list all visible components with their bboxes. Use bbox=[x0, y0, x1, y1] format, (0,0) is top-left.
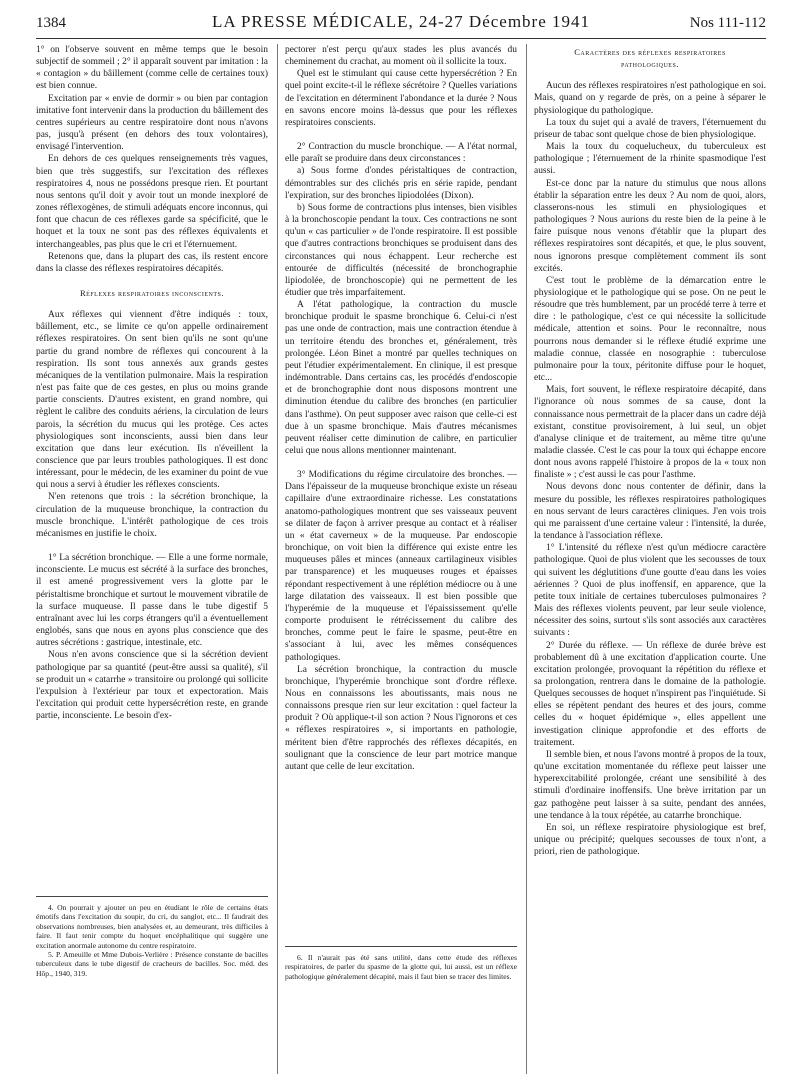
paragraph: En soi, un réflexe respiratoire physiologique est bref, unique ou précipité; quelques secousses de toux n'ont, a priori, rien de pathologique. bbox=[534, 822, 766, 858]
issue-numbers: Nos 111-112 bbox=[689, 15, 766, 31]
paragraph: A l'état pathologique, la contraction du muscle bronchique produit le spasme bronchique 6. Celui-ci n'est pas une onde de contraction, mais une contraction étendue à un territoire étendu des bronches et, généralement, très prolongée. Léon Binet a montré par quelles techniques on peut l'étudier expérimentalement. En clinique, il est presque indémontrable. Dans certains cas, les procédés d'endoscopie et de bronchographie dont nous disposons montrent une diminution étendue du calibre des bronches (en particulier dans l'asthme). On peut supposer avec raison que celle-ci est due à un spasme bronchique. Mais d'autres mécanismes peuvent réaliser cette diminution de calibre, en particulier celui que nous allons mentionner maintenant. bbox=[285, 300, 517, 456]
column-divider bbox=[526, 44, 527, 1074]
section-heading-line: Caractères des réflexes respiratoires bbox=[574, 47, 726, 57]
paragraph: Nous devons donc nous contenter de définir, dans la mesure du possible, les réflexes respiratoires pathologiques en nous servant de leurs caractères cliniques. J'en vois trois qui me paraissent d'une certaine valeur : l'intensité, la durée, la tendance à l'association réflexe. bbox=[534, 482, 766, 542]
paragraph: 3° Modifications du régime circulatoire des bronches. — Dans l'épaisseur de la muqueuse bronchique existe un réseau capillaire d'une extraordinaire richesse. Les constatations anatomo-pathologiques montrent que ses vaisseaux peuvent se dilater de façon à arriver presque au contact et à réaliser un « état caverneux » de la muqueuse. Par endoscopie bronchique, on voit bien la différence qui existe entre les muqueuses pâles et minces (anneaux cartilagineux visibles par transparence) et les muqueuses rouges et épaisses répondant respectivement à une réplétion médiocre ou à une large dilatation des vaisseaux. Il est bien possible que l'hyperémie de la muqueuse et l'épaississement qu'elle comporte produisent le rétrécissement du calibre des bronches, comme peut le faire le spasme, peut-être en s'associant à lui, avec les mêmes conséquences pathologiques. bbox=[285, 470, 517, 663]
column-divider bbox=[277, 44, 278, 1074]
page-number: 1384 bbox=[36, 15, 66, 31]
footnote: 4. On pourrait y ajouter un peu en étudiant le rôle de certains états émotifs dans l'excitation du soupir, du cri, du sanglot, etc... Il faudrait des observations nombreuses, bien analysées et, au demeurant, très difficiles à faire. Il faut tenir compte du hoquet encéphalitique qui suggère une excitation anormale autonome du centre respiratoire. bbox=[36, 903, 268, 950]
header-rule bbox=[36, 38, 766, 39]
paragraph: C'est tout le problème de la démarcation entre le physiologique et le pathologique qui se pose. On ne peut le résoudre que très humblement, par un procédé terre à terre et dire : le pathologique, c'est ce qui nécessite la sollicitude médicale, attention et soins. Pour le reconnaître, nous pourrons nous demander si le réflexe étudié exprime une maladie connue, classée en nosographie : tuberculose pulmonaire pour la toux, péritonite diffuse pour le hoquet, etc... bbox=[534, 275, 766, 384]
paragraph: N'en retenons que trois : la sécrétion bronchique, la circulation de la muqueuse bronchique, la contraction du muscle bronchique. L'intérêt pathologique de ces trois mécanismes en justifie le choix. bbox=[36, 492, 268, 539]
section-heading bbox=[534, 46, 766, 70]
footnotes bbox=[36, 886, 268, 978]
section-heading-line: pathologiques. bbox=[621, 59, 679, 70]
paragraph: La toux du sujet qui a avalé de travers, l'éternuement du priseur de tabac sont quelque chose de bien physiologique. bbox=[534, 117, 766, 140]
footnote-rule bbox=[36, 896, 268, 897]
paragraph: Aucun des réflexes respiratoires n'est pathologique en soi. Mais, quand on y regarde de près, on a peine à séparer le physiologique du pathologique. bbox=[534, 81, 766, 116]
section-heading: Réflexes respiratoires inconscients. bbox=[79, 287, 225, 298]
paragraph: Retenons que, dans la plupart des cas, ils restent encore dans la classe des réflexes respiratoires décapités. bbox=[36, 251, 268, 274]
paragraph: Aux réflexes qui viennent d'être indiqués : toux, bâillement, etc., se limite ce qu'on appelle ordinairement réflexes respiratoires. On sent bien qu'ils ne sont qu'une partie du grand nombre de réflexes qui concourent à la respiration. Ils sont tous annexés aux grands gestes mécaniques de la ventilation pulmonaire. Mais la respiration n'est pas faite que de ces gestes, en plus ou moins grande partie conscients. D'autres existent, en grand nombre, qui règlent le calibre des conduits aériens, la circulation de leurs parois, la sécrétion du mucus qui les protège. Ces actes physiologiques sont inconscients, aussi bien dans leur excitation que dans leur exécution. Ils n'éveillent la conscience que par leurs troubles pathologiques. Il est donc intéressant, pour le médecin, de les examiner du point de vue qui nous a servi à étudier les réflexes conscients. bbox=[36, 310, 268, 491]
paragraph: Est-ce donc par la nature du stimulus que nous allons établir la séparation entre les deux ? Au nom de quoi, alors, classerons-nous les stimuli en physiologiques et pathologiques ? Nous aurions du reste bien de la peine à le faire puisque nous venons d'établir que la plupart des réflexes respiratoires sont décapités, et que, le plus souvent, nous ignorons presque complètement comment ils sont excités. bbox=[534, 178, 766, 274]
paragraph: Il semble bien, et nous l'avons montré à propos de la toux, qu'une excitation momentanée du réflexe peut laisser une hyperexcitabilité prolongée, créant une sensibilité à des stimuli d'ordinaire inoffensifs. Une brève irritation par un gaz pathogène peut laisser à sa suite, pendant des années, une tendance à la toux répétée, au catarrhe bronchique. bbox=[534, 749, 766, 821]
footnotes bbox=[285, 936, 517, 981]
paragraph: Mais la toux du coqueluchеux, du tuberculeux est pathologique ; l'éternuement de la rhinite spasmodique l'est aussi. bbox=[534, 142, 766, 177]
paragraph: Quel est le stimulant qui cause cette hypersécrétion ? En quel point excite-t-il le réflexe sécrétoire ? Quelles variations de l'excitation en déterminent l'abondance et la durée ? Nous en savons encore moins là-dessus que pour les réflexes respiratoires conscients. bbox=[285, 69, 517, 128]
column-2 bbox=[285, 44, 517, 981]
journal-title-line bbox=[36, 12, 766, 32]
paragraph: b) Sous forme de contractions plus intenses, bien visibles à la bronchoscopie pendant la toux. Ces contractions ne sont qu'un « cas particulier » de l'onde respiratoire. Il est possible que d'autres contractions bronchiques se produisent dans des circonstances qui nous échappent. Leur recherche est entourée de difficultés (nécessité de bronchographie lipiodolée, de bronchoscopie) qui ne permettent de les étudier que très imparfaitement. bbox=[285, 202, 517, 298]
paragraph: 2° Contraction du muscle bronchique. — A l'état normal, elle paraît se produire dans deux circonstances : bbox=[285, 142, 517, 165]
footnote-rule bbox=[285, 946, 517, 947]
footnote: 6. Il n'aurait pas été sans utilité, dans cette étude des réflexes respiratoires, de parler du spasme de la glotte qui, lui aussi, est un réflexe pathologique généralement décapité, mais il faut bien se tracer des limites. bbox=[285, 953, 517, 981]
paragraph: La sécrétion bronchique, la contraction du muscle bronchique, l'hyperémie bronchique sont d'ordre réflexe. Nous en connaissons les aboutissants, mais nous ne connaissons presque rien sur leur excitation : quel facteur la produit ? Où applique-t-il son action ? Nous l'ignorons et ces « réflexes respiratoires », si importants en pathologie, méritent bien d'être rapprochés des réflexes décapités, en soulignant que la conscience de leur part motrice manque autant que celle de leur excitation. bbox=[285, 664, 517, 772]
paragraph: pectorer n'est perçu qu'aux stades les plus avancés du cheminement du crachat, au moment où il sollicite la toux. bbox=[285, 45, 517, 68]
paragraph: Nous n'en avons conscience que si la sécrétion devient pathologique par sa quantité (peut-être aussi sa qualité), s'il se produit un « catarrhe » transitoire ou prolongé qui sollicite l'expulsion à l'extérieur par toux et expectoration. Mais l'excitation qui produit cette hypersécrétion reste, en grande partie, inconsciente. Le besoin d'ex- bbox=[36, 650, 268, 722]
paragraph: 1° L'intensité du réflexe n'est qu'un médiocre caractère pathologique. Quoi de plus violent que les secousses de toux qui suivent les déglutitions d'une goutte d'eau dans les voies aériennes ? Quoi de plus inoffensif, en apparence, que la petite toux initiale de certaines tuberculoses pulmonaires ? Mais des réflexes violents peuvent, par leur seule violence, nécessiter des soins, surtout s'ils sont associés aux caractères suivants : bbox=[534, 543, 766, 639]
paragraph: a) Sous forme d'ondes péristaltiques de contraction, démontrables sur des clichés pris en série rapide, pendant l'expiration, sur des bronches lipiodolées (Dixon). bbox=[285, 166, 517, 201]
issue-date: 24-27 Décembre 1941 bbox=[419, 12, 591, 31]
page-header bbox=[36, 12, 766, 36]
column-3 bbox=[534, 44, 766, 858]
paragraph: Excitation par « envie de dormir » ou bien par contagion imitative font intervenir dans la production du bâillement des centres supérieurs au centre respiratoire dont nous n'avons pas, jusqu'à présent (en dehors des toux volontaires), envisagé l'intervention. bbox=[36, 93, 268, 153]
paragraph: Mais, fort souvent, le réflexe respiratoire décapité, dans l'ignorance où nous sommes de sa cause, dont la connaissance nous permettrait de la placer dans un cadre déjà existant, constitue provisoirement, à lui seul, un objet d'analyse clinique et de traitement, au même titre qu'une maladie classée. C'est le cas pour la toux qui échappe encore dont nous avons rappelé l'histoire à propos de la « toux non finaliste » ; c'est aussi le cas pour l'asthme. bbox=[534, 385, 766, 481]
paragraph: En dehors de ces quelques renseignements très vagues, bien que très suggestifs, sur l'excitation des réflexes respiratoires 4, nous ne possédons presque rien. Et pourtant nous sentons qu'il doit y avoir tout un monde inexploré de zones réflexogènes, de stimuli adéquats encore inconnus, qui font que chacun de ces réflexes garde sa spécificité, que le hoquet et la toux ne sont pas des réflexes équivalents et interchangeables, pas plus que le cri et l'éternuement. bbox=[36, 154, 268, 250]
footnote: 5. P. Ameuille et Mme Dubois-Verlière : Présence constante de bacilles tuberculeux dans le tube digestif de cracheurs de bacilles. Soc. méd. des Hôp., 1940, 319. bbox=[36, 950, 268, 978]
paragraph: 2° Durée du réflexe. — Un réflexe de durée brève est probablement dû à une excitation d'application courte. Une excitation prolongée, provoquant la répétition du réflexe et sa prolongation, rentrera dans le domaine de la pathologie. Quelques secousses de hoquet n'inspirent pas l'inquiétude. Si elles se répètent pendant des heures et des jours, comme celles du « hoquet épidémique », elles appellent une investigation clinique approfondie et des efforts de traitement. bbox=[534, 640, 766, 748]
column-1 bbox=[36, 44, 268, 978]
paragraph: 1° La sécrétion bronchique. — Elle a une forme normale, inconsciente. Le mucus est sécrété à la surface des bronches, il est amené progressivement vers la glotte par le péristaltisme bronchique et surtout le mouvement vibratile de la surface muqueuse. Il passe dans le tube digestif 5 entraînant avec lui les corps étrangers qu'il a éventuellement englobés, sans que nous en ayons plus conscience que des autres sécrétions : gastrique, intestinale, etc. bbox=[36, 553, 268, 649]
paragraph: 1° on l'observe souvent en même temps que le besoin subjectif de sommeil ; 2° il apparaît souvent par imitation : la « contagion » du bâillement (comme celle de certaines toux) est bien connue. bbox=[36, 45, 268, 92]
journal-title: LA PRESSE MÉDICALE, bbox=[211, 12, 414, 31]
